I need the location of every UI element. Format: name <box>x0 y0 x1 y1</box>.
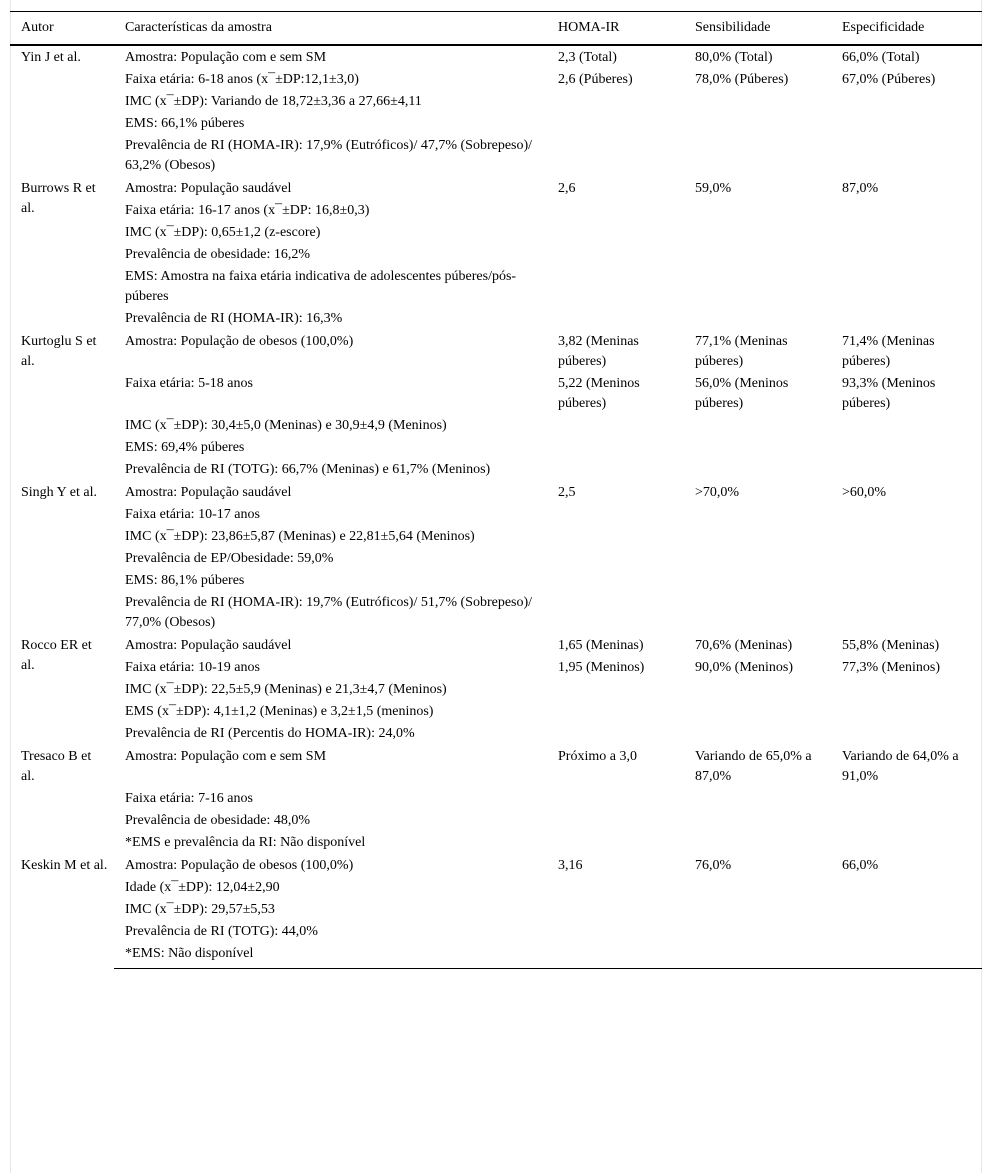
homa-ir-cell: 1,65 (Meninas) <box>558 638 644 653</box>
caracteristica-cell: Prevalência de RI (HOMA-IR): 17,9% (Eutróficos)/ 47,7% (Sobrepeso)/ 63,2% (Obesos) <box>125 138 533 173</box>
especificidade-cell <box>831 504 982 526</box>
homa-ir-cell <box>547 943 684 969</box>
caracteristica-cell: EMS: 86,1% púberes <box>125 573 245 588</box>
table-row <box>10 548 982 570</box>
sensibilidade-cell <box>684 921 831 943</box>
author-cell: Burrows R et al. <box>21 181 96 216</box>
homa-ir-cell <box>547 244 684 266</box>
homa-ir-cell <box>547 570 684 592</box>
table-row <box>10 481 982 504</box>
caracteristica-cell: Amostra: População saudável <box>125 485 292 500</box>
especificidade-cell <box>831 135 982 177</box>
table-row <box>10 244 982 266</box>
table-row <box>10 899 982 921</box>
sensibilidade-cell <box>684 701 831 723</box>
especificidade-cell <box>831 266 982 308</box>
especificidade-cell <box>831 832 982 854</box>
especificidade-cell <box>831 592 982 634</box>
caracteristica-cell: Prevalência de EP/Obesidade: 59,0% <box>125 551 334 566</box>
homa-ir-cell <box>547 899 684 921</box>
especificidade-cell <box>831 308 982 330</box>
especificidade-cell <box>831 877 982 899</box>
homa-ir-cell <box>547 504 684 526</box>
sensibilidade-cell <box>684 788 831 810</box>
table-row <box>10 91 982 113</box>
caracteristica-cell: IMC (x¯±DP): 23,86±5,87 (Meninas) e 22,81±5,64 (Meninos) <box>125 529 475 544</box>
table-row <box>10 943 982 969</box>
homa-ir-cell <box>547 135 684 177</box>
especificidade-cell <box>831 899 982 921</box>
especificidade-cell <box>831 244 982 266</box>
sensibilidade-cell: 77,1% (Meninas púberes) <box>695 334 788 369</box>
header-caracteristicas: Características da amostra <box>114 12 547 46</box>
table-row <box>10 854 982 877</box>
sensibilidade-cell <box>684 504 831 526</box>
homa-ir-cell: 2,6 <box>558 181 576 196</box>
homa-ir-cell <box>547 723 684 745</box>
homa-ir-cell <box>547 415 684 437</box>
especificidade-cell: 77,3% (Meninos) <box>842 660 940 675</box>
caracteristica-cell: IMC (x¯±DP): 0,65±1,2 (z-escore) <box>125 225 321 240</box>
homa-ir-cell <box>547 308 684 330</box>
caracteristica-cell: Prevalência de RI (Percentis do HOMA-IR): 24,0% <box>125 726 415 741</box>
sensibilidade-cell: 80,0% (Total) <box>695 50 773 65</box>
homa-ir-cell <box>547 701 684 723</box>
especificidade-cell: 87,0% <box>842 181 879 196</box>
author-cell: Singh Y et al. <box>21 485 97 500</box>
header-row <box>10 12 982 46</box>
table-row <box>10 526 982 548</box>
table-row <box>10 177 982 200</box>
sensibilidade-cell: 56,0% (Meninos púberes) <box>695 376 789 411</box>
sensibilidade-cell <box>684 943 831 969</box>
caracteristica-cell: Faixa etária: 10-17 anos <box>125 507 260 522</box>
especificidade-cell <box>831 943 982 969</box>
sensibilidade-cell <box>684 679 831 701</box>
especificidade-cell: 71,4% (Meninas púberes) <box>842 334 935 369</box>
especificidade-cell: 67,0% (Púberes) <box>842 72 936 87</box>
header-especificidade: Especificidade <box>831 12 982 46</box>
table-row <box>10 373 982 415</box>
homa-ir-cell <box>547 592 684 634</box>
homa-ir-cell: 1,95 (Meninos) <box>558 660 645 675</box>
sensibilidade-cell: 78,0% (Púberes) <box>695 72 789 87</box>
sensibilidade-cell <box>684 723 831 745</box>
caracteristica-cell: Prevalência de RI (TOTG): 66,7% (Meninas) e 61,7% (Meninos) <box>125 462 491 477</box>
header-sensibilidade: Sensibilidade <box>684 12 831 46</box>
caracteristica-cell: EMS: Amostra na faixa etária indicativa de adolescentes púberes/pós-púberes <box>125 269 517 304</box>
especificidade-cell <box>831 222 982 244</box>
sensibilidade-cell: >70,0% <box>695 485 740 500</box>
caracteristica-cell: Amostra: População saudável <box>125 638 292 653</box>
header-homa-ir: HOMA-IR <box>547 12 684 46</box>
especificidade-cell <box>831 113 982 135</box>
table-body <box>10 45 982 969</box>
table-row <box>10 921 982 943</box>
table-row <box>10 113 982 135</box>
sensibilidade-cell <box>684 548 831 570</box>
caracteristica-cell: Amostra: População de obesos (100,0%) <box>125 858 354 873</box>
caracteristica-cell: Prevalência de RI (HOMA-IR): 19,7% (Eutróficos)/ 51,7% (Sobrepeso)/ 77,0% (Obesos) <box>125 595 533 630</box>
caracteristica-cell: Faixa etária: 5-18 anos <box>125 376 253 391</box>
especificidade-cell <box>831 810 982 832</box>
homa-ir-cell: 3,16 <box>558 858 583 873</box>
table-row <box>10 679 982 701</box>
homa-ir-cell: 2,5 <box>558 485 576 500</box>
caracteristica-cell: IMC (x¯±DP): 30,4±5,0 (Meninas) e 30,9±4,9 (Meninos) <box>125 418 447 433</box>
sensibilidade-cell: 70,6% (Meninas) <box>695 638 793 653</box>
caracteristica-cell: Prevalência de obesidade: 16,2% <box>125 247 311 262</box>
author-cell: Yin J et al. <box>21 50 81 65</box>
author-cell: Keskin M et al. <box>21 858 108 873</box>
sensibilidade-cell: 90,0% (Meninos) <box>695 660 793 675</box>
caracteristica-cell: EMS (x¯±DP): 4,1±1,2 (Meninas) e 3,2±1,5 (meninos) <box>125 704 434 719</box>
homa-ir-cell <box>547 437 684 459</box>
table-row <box>10 504 982 526</box>
sensibilidade-cell <box>684 308 831 330</box>
homa-ir-cell <box>547 91 684 113</box>
especificidade-cell <box>831 415 982 437</box>
table-row <box>10 570 982 592</box>
header-autor: Autor <box>10 12 114 46</box>
table-row <box>10 222 982 244</box>
especificidade-cell: 66,0% <box>842 858 879 873</box>
table-row <box>10 877 982 899</box>
sensibilidade-cell <box>684 899 831 921</box>
homa-ir-cell: 2,3 (Total) <box>558 50 617 65</box>
table-row <box>10 69 982 91</box>
especificidade-cell: 93,3% (Meninos púberes) <box>842 376 936 411</box>
especificidade-cell <box>831 701 982 723</box>
homa-ir-cell <box>547 526 684 548</box>
homa-ir-cell <box>547 200 684 222</box>
table-row <box>10 810 982 832</box>
caracteristica-cell: Prevalência de RI (TOTG): 44,0% <box>125 924 318 939</box>
especificidade-cell <box>831 526 982 548</box>
especificidade-cell <box>831 548 982 570</box>
table-row <box>10 437 982 459</box>
caracteristica-cell: Amostra: População com e sem SM <box>125 749 327 764</box>
table-row <box>10 723 982 745</box>
table-row <box>10 745 982 788</box>
homa-ir-cell <box>547 266 684 308</box>
sensibilidade-cell <box>684 113 831 135</box>
caracteristica-cell: Prevalência de RI (HOMA-IR): 16,3% <box>125 311 343 326</box>
sensibilidade-cell <box>684 222 831 244</box>
especificidade-cell <box>831 723 982 745</box>
sensibilidade-cell: 76,0% <box>695 858 732 873</box>
especificidade-cell: Variando de 64,0% a 91,0% <box>842 749 959 784</box>
caracteristica-cell: Amostra: População de obesos (100,0%) <box>125 334 354 349</box>
sensibilidade-cell <box>684 526 831 548</box>
caracteristica-cell: IMC (x¯±DP): Variando de 18,72±3,36 a 27,66±4,11 <box>125 94 422 109</box>
caracteristica-cell: EMS: 66,1% púberes <box>125 116 245 131</box>
caracteristica-cell: Faixa etária: 16-17 anos (x¯±DP: 16,8±0,3) <box>125 203 370 218</box>
sensibilidade-cell <box>684 415 831 437</box>
homa-ir-cell <box>547 877 684 899</box>
table-row <box>10 459 982 481</box>
caracteristica-cell: *EMS: Não disponível <box>114 943 547 969</box>
sensibilidade-cell <box>684 570 831 592</box>
homa-ir-cell <box>547 548 684 570</box>
especificidade-cell <box>831 679 982 701</box>
homa-ir-cell <box>547 459 684 481</box>
homa-ir-cell <box>547 810 684 832</box>
homa-ir-cell <box>547 679 684 701</box>
homa-ir-cell: Próximo a 3,0 <box>558 749 637 764</box>
table-row <box>10 266 982 308</box>
author-cell: Tresaco B et al. <box>21 749 92 784</box>
caracteristica-cell: Faixa etária: 6-18 anos (x¯±DP:12,1±3,0) <box>125 72 359 87</box>
author-cell: Rocco ER et al. <box>21 638 92 673</box>
table-row <box>10 701 982 723</box>
table-row <box>10 135 982 177</box>
homa-ir-cell <box>547 222 684 244</box>
especificidade-cell: 66,0% (Total) <box>842 50 920 65</box>
table-row <box>10 592 982 634</box>
sensibilidade-cell <box>684 266 831 308</box>
caracteristica-cell: EMS: 69,4% púberes <box>125 440 245 455</box>
homa-ir-cell <box>547 832 684 854</box>
sensibilidade-cell <box>684 200 831 222</box>
table-row <box>10 415 982 437</box>
sensibilidade-cell <box>684 244 831 266</box>
sensibilidade-cell: 59,0% <box>695 181 732 196</box>
table-row <box>10 832 982 854</box>
especificidade-cell <box>831 788 982 810</box>
homa-ir-cell <box>547 921 684 943</box>
table-row <box>10 634 982 657</box>
caracteristica-cell: Idade (x¯±DP): 12,04±2,90 <box>125 880 280 895</box>
table-row <box>10 45 982 69</box>
sensibilidade-cell <box>684 459 831 481</box>
especificidade-cell <box>831 570 982 592</box>
especificidade-cell <box>831 459 982 481</box>
caracteristica-cell: Prevalência de obesidade: 48,0% <box>125 813 311 828</box>
homa-ir-cell: 2,6 (Púberes) <box>558 72 633 87</box>
homa-ir-table <box>10 11 982 969</box>
homa-ir-cell: 3,82 (Meninas púberes) <box>558 334 639 369</box>
table-row <box>10 788 982 810</box>
caracteristica-cell: Faixa etária: 7-16 anos <box>125 791 253 806</box>
homa-ir-cell <box>547 788 684 810</box>
caracteristica-cell: Amostra: População com e sem SM <box>125 50 327 65</box>
table-row <box>10 330 982 373</box>
especificidade-cell <box>831 91 982 113</box>
especificidade-cell <box>831 437 982 459</box>
sensibilidade-cell <box>684 135 831 177</box>
sensibilidade-cell <box>684 877 831 899</box>
sensibilidade-cell <box>684 437 831 459</box>
table-row <box>10 657 982 679</box>
homa-ir-cell: 5,22 (Meninos púberes) <box>558 376 640 411</box>
table-row <box>10 308 982 330</box>
sensibilidade-cell <box>684 810 831 832</box>
especificidade-cell <box>831 200 982 222</box>
sensibilidade-cell <box>684 91 831 113</box>
especificidade-cell: >60,0% <box>842 485 887 500</box>
caracteristica-cell: IMC (x¯±DP): 22,5±5,9 (Meninas) e 21,3±4,7 (Meninos) <box>125 682 447 697</box>
sensibilidade-cell <box>684 592 831 634</box>
table-row <box>10 200 982 222</box>
sensibilidade-cell <box>684 832 831 854</box>
especificidade-cell <box>831 921 982 943</box>
especificidade-cell: 55,8% (Meninas) <box>842 638 940 653</box>
caracteristica-cell: *EMS e prevalência da RI: Não disponível <box>125 835 366 850</box>
homa-ir-cell <box>547 113 684 135</box>
caracteristica-cell: IMC (x¯±DP): 29,57±5,53 <box>125 902 275 917</box>
caracteristica-cell: Faixa etária: 10-19 anos <box>125 660 260 675</box>
sensibilidade-cell: Variando de 65,0% a 87,0% <box>695 749 812 784</box>
caracteristica-cell: Amostra: População saudável <box>125 181 292 196</box>
author-cell: Kurtoglu S et al. <box>21 334 97 369</box>
